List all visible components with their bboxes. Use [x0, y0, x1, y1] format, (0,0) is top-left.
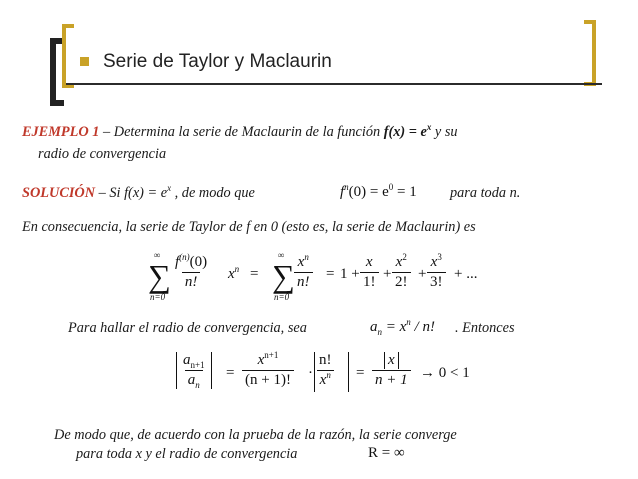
slide-title: Serie de Taylor y Maclaurin: [103, 51, 332, 72]
left-bracket-gold: [62, 24, 74, 88]
series-term2: [392, 254, 411, 291]
term1-den: 1!: [360, 272, 379, 291]
term3-den: 3!: [427, 272, 446, 291]
solucion-text-exp: x: [167, 183, 172, 194]
solucion-line: [22, 185, 255, 202]
radio-a-sub: n: [377, 327, 382, 337]
series-x-base: x: [228, 266, 235, 282]
series-x-sup: n: [234, 264, 240, 274]
radio-def: = x: [382, 319, 407, 335]
ratio-x2: x: [319, 372, 327, 388]
ejemplo-line2: radio de convergencia: [38, 146, 167, 162]
conclusion-line2: para toda x y el radio de convergencia: [76, 446, 298, 462]
radio-def-tail: / n!: [410, 319, 435, 335]
radio-def-sup: n: [406, 317, 411, 327]
ratio-x1: x: [257, 352, 265, 368]
ejemplo-func-exp: x: [426, 122, 432, 133]
radio-entonces: . Entonces: [455, 320, 515, 336]
eq-f: f: [340, 184, 345, 200]
series-eq1: =: [250, 266, 259, 282]
ratio-a1: a: [183, 352, 191, 368]
ratio-frac3: [372, 352, 411, 389]
frac2-den: n!: [294, 272, 313, 291]
radio-definition: [370, 319, 435, 336]
sum1-sigma: ∑: [148, 258, 171, 294]
series-frac2: [294, 254, 313, 291]
ratio-limit: → 0 < 1: [420, 365, 470, 381]
sum1-top: ∞: [154, 250, 161, 260]
eq-n: n: [344, 182, 349, 192]
term1-num: x: [365, 254, 373, 270]
series-x: [228, 266, 239, 283]
series-equation: [140, 248, 540, 308]
ratio-sub-n1: n+1: [190, 360, 205, 370]
radio-a: a: [370, 319, 378, 335]
term2-den: 2!: [392, 272, 411, 291]
series-plus2: +: [418, 266, 427, 282]
series-dots: + ...: [454, 266, 478, 282]
solucion-tail: para toda n.: [450, 185, 521, 201]
term3-exp: 3: [437, 252, 442, 262]
solucion-text2: , de modo que: [171, 185, 255, 201]
ratio-abs-x: x: [384, 352, 399, 369]
square-bullet-icon: [80, 57, 89, 66]
ejemplo-line: [22, 124, 458, 141]
sum2-sigma: ∑: [272, 258, 295, 294]
series-term3: [427, 254, 446, 291]
ratio-equation: [176, 352, 476, 402]
ratio-sup-n1: n+1: [264, 350, 279, 360]
ejemplo-text: – Determina la serie de Maclaurin de la función: [99, 124, 384, 140]
ratio-den1: (n + 1)!: [242, 370, 294, 389]
ratio-abs2-right: [348, 352, 349, 392]
frac1-den: n!: [182, 272, 201, 291]
frac1-num: f: [175, 254, 180, 270]
frac2-num-sup: n: [304, 252, 309, 262]
series-one-plus: 1 +: [340, 266, 360, 282]
frac1-num-sup: (n): [179, 252, 190, 262]
sum1-bottom: n=0: [150, 292, 166, 302]
ejemplo-label: EJEMPLO 1: [22, 124, 100, 140]
term3-num: x: [430, 254, 438, 270]
eq-mid: (0) = e: [348, 184, 389, 200]
series-plus1: +: [383, 266, 392, 282]
ratio-eq1: =: [226, 365, 235, 381]
series-frac1: [172, 254, 210, 291]
term2-num: x: [395, 254, 403, 270]
radio-line: Para hallar el radio de convergencia, sea: [68, 320, 307, 336]
conclusion-r-eq: R = ∞: [368, 445, 405, 461]
consecuencia-line: En consecuencia, la serie de Taylor de f en 0 (esto es, la serie de Maclaurin) es: [22, 219, 476, 235]
solucion-label: SOLUCIÓN: [22, 185, 96, 201]
ratio-abs1: [176, 352, 212, 389]
frac1-num-tail: (0): [189, 254, 208, 270]
eq-zero: 0: [388, 182, 394, 192]
ratio-sup-n: n: [326, 370, 331, 380]
ratio-frac2: [316, 352, 335, 389]
ratio-eq2: =: [356, 365, 365, 381]
series-term1: [360, 254, 379, 291]
solucion-equation: [340, 184, 417, 201]
ratio-frac1: [242, 352, 294, 389]
sum2-bottom: n=0: [274, 292, 290, 302]
right-bracket-gold: [584, 20, 596, 86]
ratio-sub-n: n: [195, 380, 200, 390]
conclusion-line1: De modo que, de acuerdo con la prueba de la razón, la serie converge: [54, 427, 457, 443]
term2-exp: 2: [402, 252, 407, 262]
ratio-den3: n + 1: [372, 370, 411, 389]
ratio-abs2-left: [314, 352, 315, 392]
ratio-a2: a: [187, 372, 196, 388]
solucion-text: – Si f(x) = e: [95, 185, 168, 201]
eq-end: = 1: [393, 184, 417, 200]
ratio-num2: n!: [319, 352, 332, 368]
ejemplo-func: f(x) = e: [383, 124, 427, 140]
ratio-dot: ·: [308, 365, 313, 381]
frac2-num: x: [297, 254, 305, 270]
title-underline: [66, 83, 602, 85]
sum2-top: ∞: [278, 250, 285, 260]
ejemplo-text-end: y su: [431, 124, 458, 140]
series-eq2: =: [326, 266, 335, 282]
